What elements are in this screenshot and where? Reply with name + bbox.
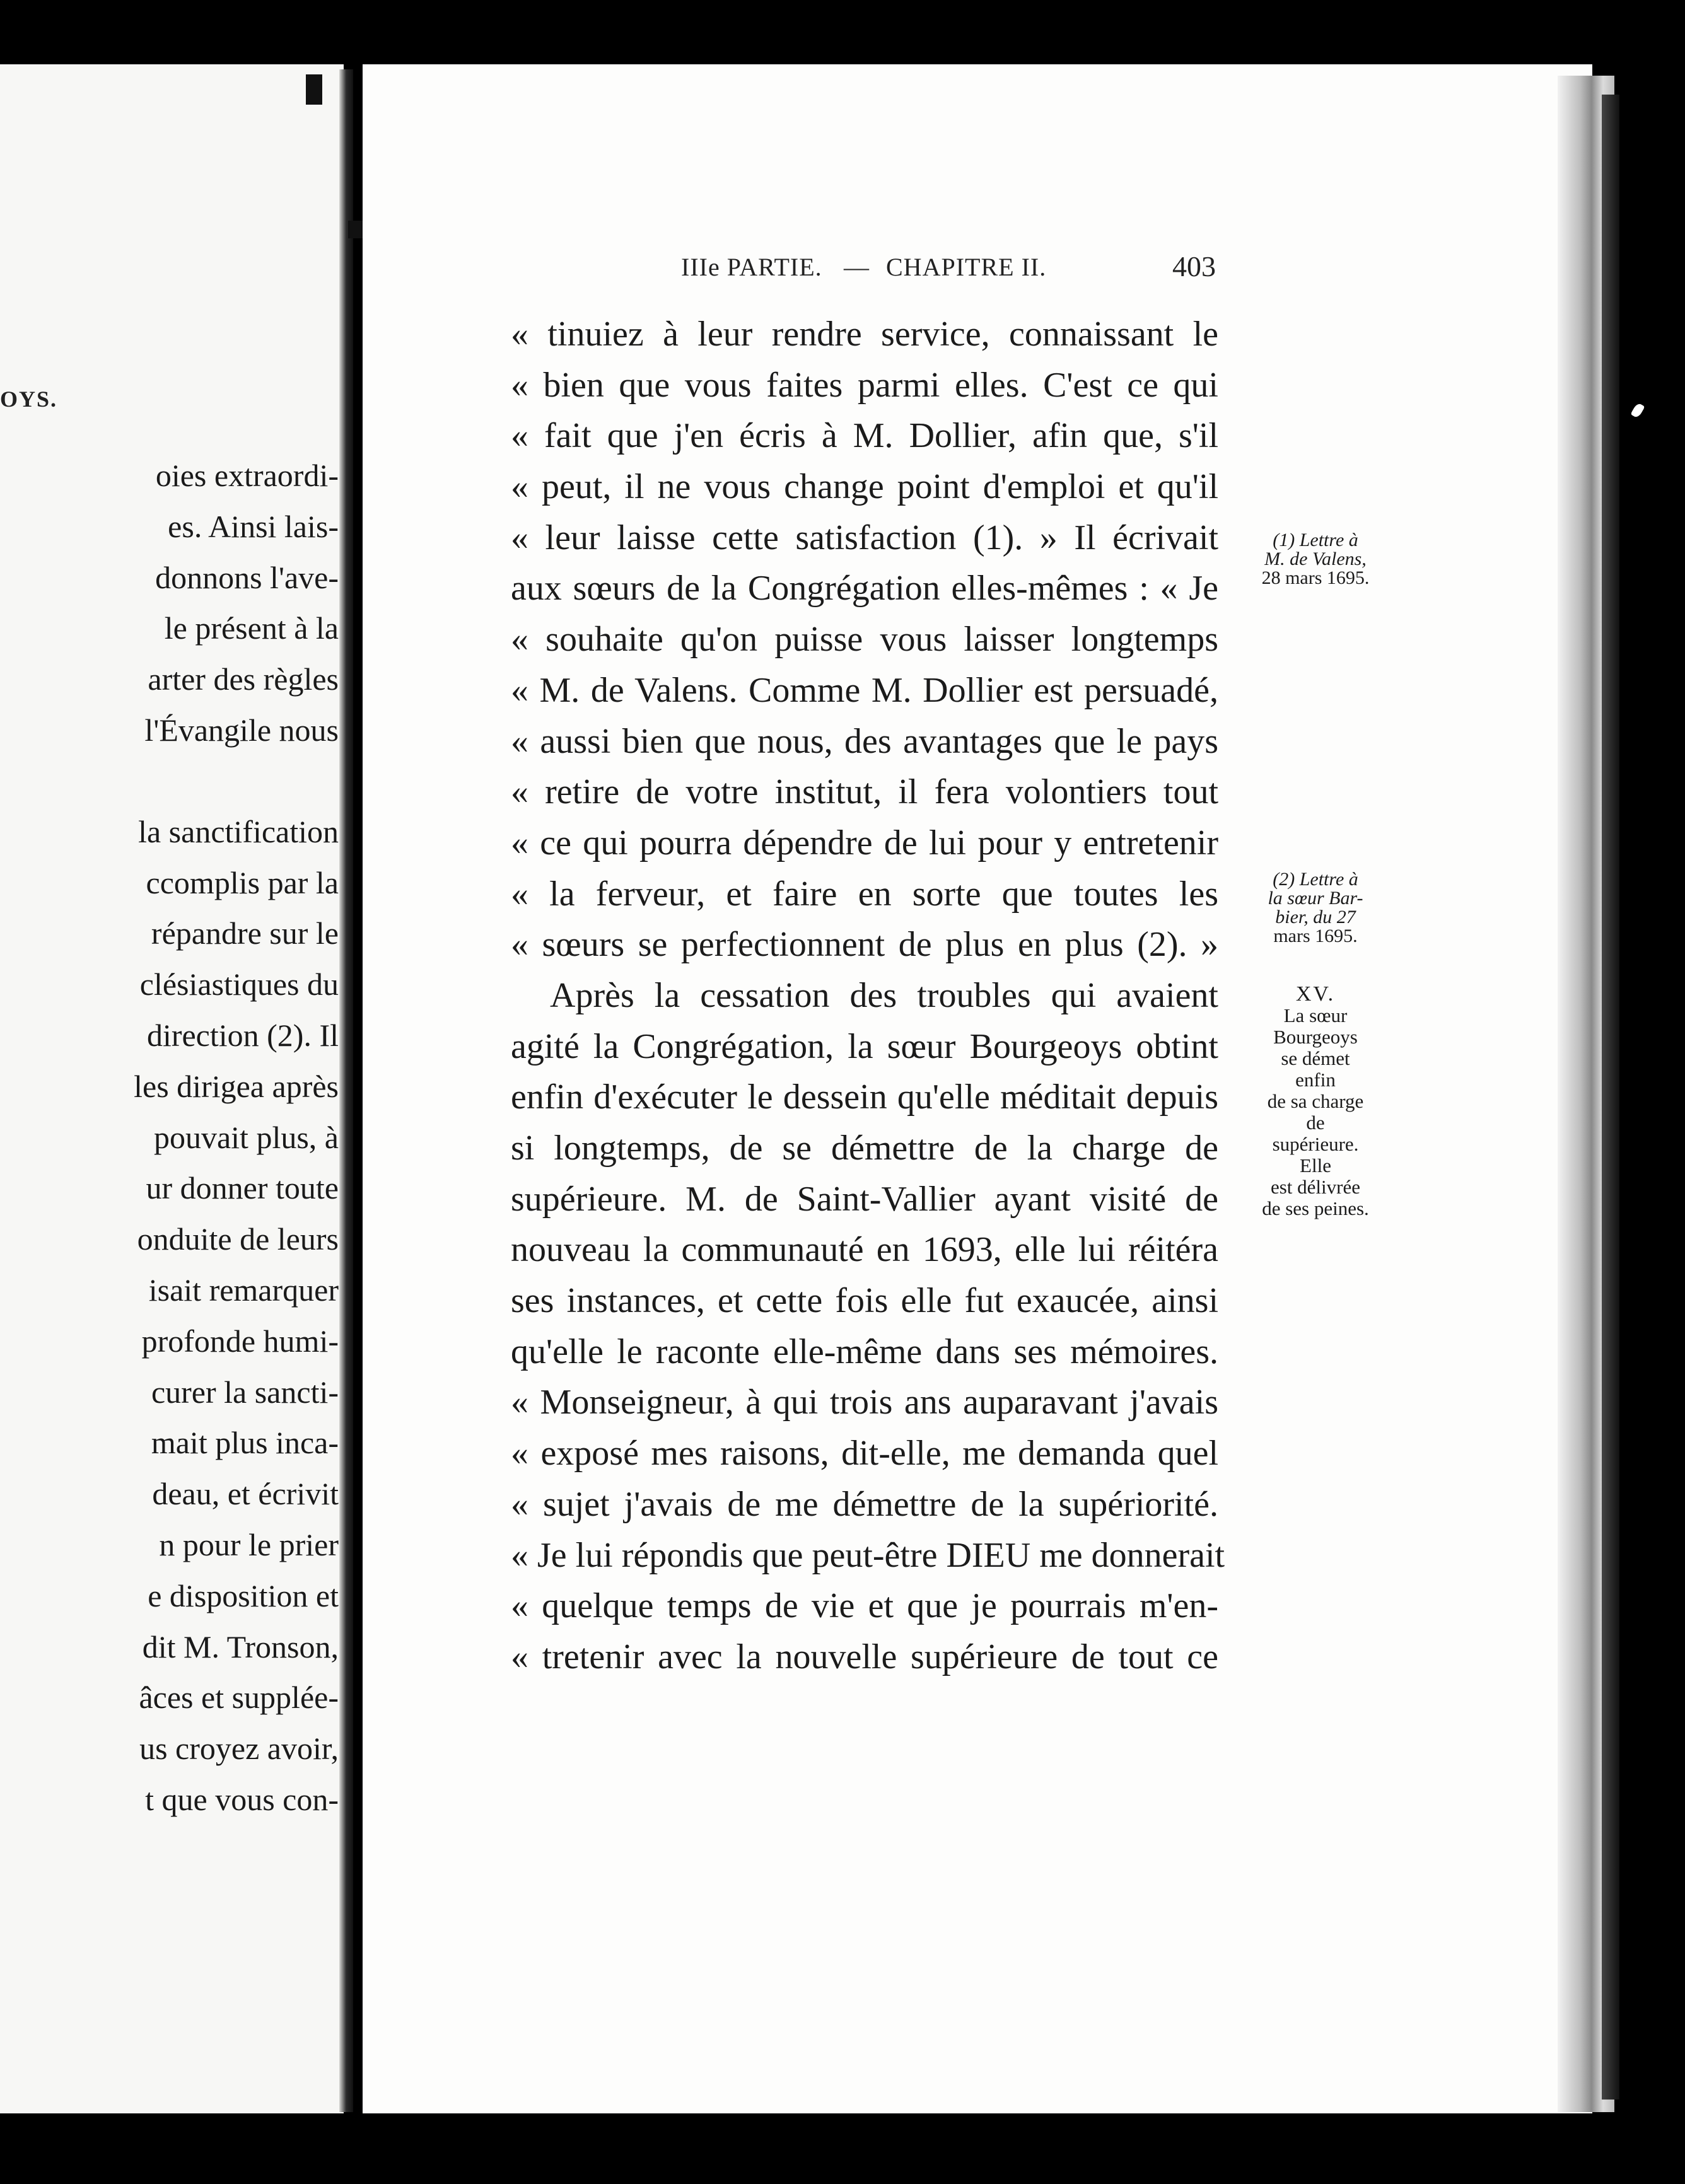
left-line: n pour le prier [159,1526,339,1562]
section-number: XV. [1295,982,1336,1006]
left-line-gap [0,756,339,806]
body-line: nouveau la communauté en 1693, elle lui réitéra [511,1230,1218,1270]
body-line: « tretenir avec la nouvelle supérieure de tout ce [511,1637,1218,1676]
body-line: aux sœurs de la Congrégation elles-mêmes : « Je [511,569,1218,608]
left-line: répandre sur le [151,915,339,951]
left-page-text [0,450,339,1825]
note-line: se démet [1281,1047,1350,1069]
left-line: curer la sancti- [151,1374,339,1410]
body-line: ses instances, et cette fois elle fut exaucée, ainsi [511,1281,1218,1321]
note-line: La sœur [1283,1004,1348,1026]
left-line: les dirigea après [134,1068,339,1104]
body-line: « ce qui pourra dépendre de lui pour y entretenir [511,823,1218,863]
left-running-head: OYS. [0,386,58,412]
body-line: « quelque temps de vie et que je pourrais m'en- [511,1586,1218,1626]
body-line: « exposé mes raisons, dit-elle, me demanda quel [511,1434,1218,1473]
running-head-part: IIIe PARTIE. [681,253,822,281]
left-line: deau, et écrivit [152,1476,339,1512]
note-line: de sa charge [1267,1090,1364,1112]
note-line: (1) Lettre à [1273,530,1358,550]
body-line: « retire de votre institut, il fera volontiers tout [511,772,1218,812]
body-line: « leur laisse cette satisfaction (1). » Il écrivait [511,518,1218,557]
body-line: « peut, il ne vous change point d'emploi et qu'il [511,467,1218,507]
left-line: l'Évangile nous [144,712,339,748]
body-line: enfin d'exécuter le dessein qu'elle méditait depuis [511,1077,1218,1117]
body-line: « Je lui répondis que peut-être DIEU me donnerait [511,1535,1225,1575]
left-line: donnons l'ave- [155,559,339,595]
left-line: profonde humi- [141,1323,339,1359]
previous-page [0,64,344,2113]
body-line: « aussi bien que nous, des avantages que le pays [511,721,1218,761]
note-line: M. de Valens, [1264,549,1367,569]
spine-mark [306,74,322,105]
note-line: mars 1695. [1273,926,1358,946]
body-line: « la ferveur, et faire en sorte que toutes les [511,874,1218,914]
left-line: mait plus inca- [151,1425,339,1461]
paragraph-start-line: Après la cessation des troubles qui avaient [550,975,1218,1015]
running-head-chapter: CHAPITRE II. [886,253,1047,281]
body-line: « M. de Valens. Comme M. Dollier est persuadé, [511,670,1218,710]
body-line: « souhaite qu'on puisse vous laisser longtemps [511,620,1218,659]
note-line: de ses peines. [1262,1197,1369,1219]
running-head-dash: — [844,253,869,281]
body-line: agité la Congrégation, la sœur Bourgeoys obtint [511,1026,1218,1066]
body-line: « sœurs se perfectionnent de plus en plus (2). » [511,925,1218,965]
body-text [511,309,1225,1683]
book-spine [339,69,353,2112]
left-line: arter des règles [148,661,339,697]
left-line: oies extraordi- [155,458,339,493]
left-line: la sanctification [138,813,339,849]
body-line: si longtemps, de se démettre de la charge de [511,1129,1218,1168]
scan-speck [1630,402,1645,419]
body-line: supérieure. M. de Saint-Vallier ayant visité de [511,1179,1218,1219]
body-line: « sujet j'avais de me démettre de la supériorité. [511,1484,1218,1524]
left-line: isait remarquer [148,1272,339,1308]
left-line: es. Ainsi lais- [168,508,339,544]
body-line: « tinuiez à leur rendre service, connaissant le [511,315,1218,354]
left-line: e disposition et [148,1577,339,1613]
body-line: « bien que vous faites parmi elles. C'est ce qui [511,365,1218,405]
left-line: us croyez avoir, [139,1731,339,1767]
note-line: bier, du 27 [1275,907,1356,927]
left-line: direction (2). Il [146,1017,339,1053]
left-line: onduite de leurs [137,1221,339,1257]
left-line: le présent à la [164,610,339,646]
note-line: Bourgeoys [1273,1026,1358,1048]
note-line: (2) Lettre à [1273,869,1358,890]
left-line: ur donner toute [146,1170,339,1206]
left-line: âces et supplée- [139,1680,339,1716]
note-line: enfin [1295,1069,1336,1091]
note-line: de [1306,1112,1325,1134]
left-line: t que vous con- [145,1781,339,1817]
note-line: est délivrée [1270,1176,1360,1198]
left-line: clésiastiques du [139,967,339,1002]
body-line: « fait que j'en écris à M. Dollier, afin que, s'il [511,416,1218,456]
note-line: la sœur Bar- [1268,888,1363,909]
left-line: ccomplis par la [146,864,339,900]
left-line: pouvait plus, à [153,1119,339,1155]
book-cover-edge [1602,95,1619,2100]
note-line: Elle [1300,1154,1331,1176]
page-number: 403 [1172,250,1216,282]
body-line: qu'elle le raconte elle-même dans ses mémoires. [511,1332,1218,1371]
left-line: dit M. Tronson, [142,1629,339,1664]
body-line: « Monseigneur, à qui trois ans auparavant j'avais [511,1383,1218,1422]
note-line: supérieure. [1272,1133,1359,1155]
margin-note-footnote-1 [1227,531,1404,588]
margin-note-section-xv [1227,984,1404,1219]
margin-note-footnote-2 [1227,870,1404,946]
note-line: 28 mars 1695. [1261,567,1370,588]
running-head [681,252,1223,284]
